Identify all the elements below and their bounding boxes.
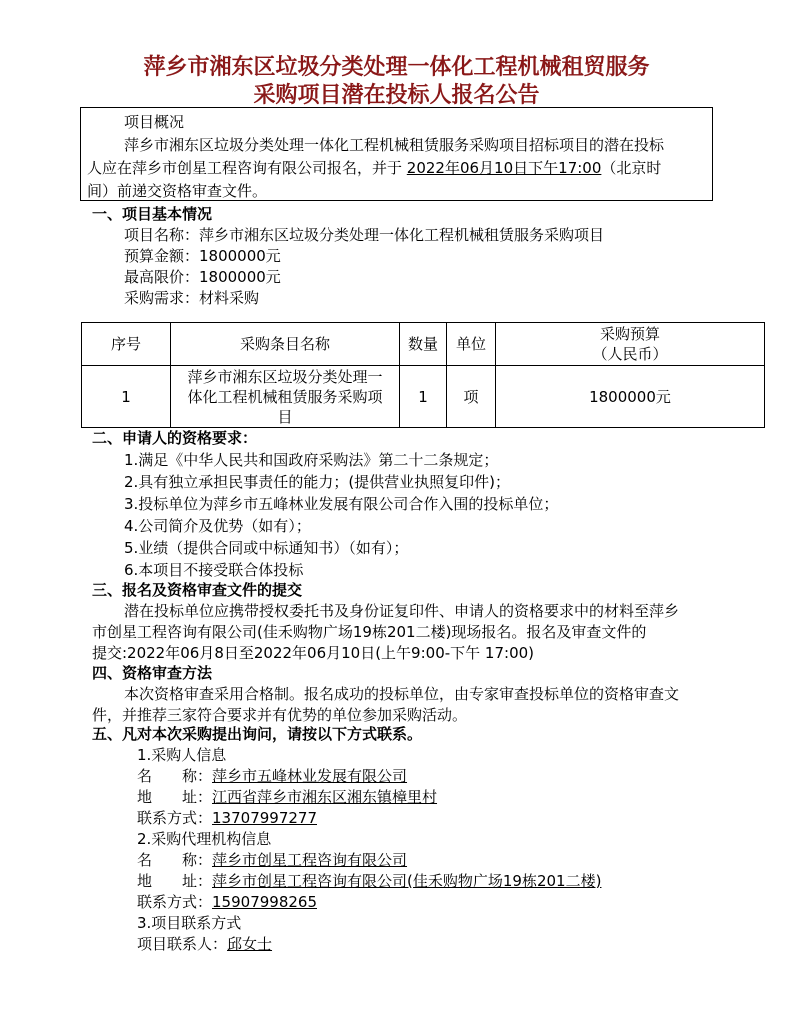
procurement-items-table [81,322,765,428]
overview-heading: 项目概况 [124,113,185,131]
overview-text-line3: 间）前递交资格审查文件。 [87,182,268,200]
table-header-row [82,323,765,366]
project-contact-name: 邱女士 [227,935,273,953]
section4-heading: 四、资格审查方法 [92,664,213,682]
agency-name: 萍乡市创星工程咨询有限公司 [212,851,408,869]
qualification-item: 5.业绩（提供合同或中标通知书）（如有）； [124,539,409,557]
budget-amount: 预算金额：1800000元 [124,247,281,265]
submission-line2: 市创星工程咨询有限公司(佳禾购物广场19栋201二楼)现场报名。报名及审查文件的 [92,623,647,641]
purchaser-phone-row: 联系方式：13707997277 [137,809,317,827]
project-name: 项目名称：萍乡市湘东区垃圾分类处理一体化工程机械租赁服务采购项目 [124,226,605,244]
purchaser-name-row: 名 称：萍乡市五峰林业发展有限公司 [137,767,408,785]
header-no: 序号 [82,323,171,366]
row-qty: 1 [400,366,447,428]
section1-heading: 一、项目基本情况 [92,205,213,223]
header-qty: 数量 [400,323,447,366]
project-contact-row: 项目联系人：邱女士 [137,935,273,953]
purchaser-name: 萍乡市五峰林业发展有限公司 [212,767,408,785]
qualification-item: 3.投标单位为萍乡市五峰林业发展有限公司合作入围的投标单位； [124,495,559,513]
purchaser-address: 江西省萍乡市湘东区湘东镇樟里村 [212,788,438,806]
header-unit: 单位 [447,323,496,366]
section5-heading: 五、凡对本次采购提出询问，请按以下方式联系。 [92,725,423,743]
max-price: 最高限价：1800000元 [124,268,281,286]
notice-title-line2: 采购项目潜在投标人报名公告 [253,82,540,108]
section3-heading: 三、报名及资格审查文件的提交 [92,581,303,599]
purchaser-heading: 1.采购人信息 [137,746,227,764]
agency-address-row: 地 址：萍乡市创星工程咨询有限公司(佳禾购物广场19栋201二楼) [137,872,602,890]
row-no: 1 [82,366,171,428]
row-budget: 1800000元 [496,366,765,428]
qualification-item: 6.本项目不接受联合体投标 [124,561,304,579]
row-unit: 项 [447,366,496,428]
overview-deadline: 2022年06月10日下午17:00 [406,159,602,177]
submission-line3: 提交:2022年06月8日至2022年06月10日(上午9:00-下午 17:00) [92,644,535,662]
purchaser-address-row: 地 址：江西省萍乡市湘东区湘东镇樟里村 [137,788,438,806]
header-item-name: 采购条目名称 [171,323,400,366]
overview-text-line2: 人应在萍乡市创星工程咨询有限公司报名，并于 2022年06月10日下午17:00（北京时 [87,159,662,177]
qualification-item: 2.具有独立承担民事责任的能力；(提供营业执照复印件)； [124,473,511,491]
agency-phone-row: 联系方式：15907998265 [137,893,317,911]
agency-address: 萍乡市创星工程咨询有限公司(佳禾购物广场19栋201二楼) [212,872,602,890]
agency-heading: 2.采购代理机构信息 [137,830,272,848]
qualification-item: 4.公司简介及优势（如有）； [124,517,311,535]
header-budget: 采购预算 （人民币） [496,323,765,366]
review-method-line2: 件，并推荐三家符合要求并有优势的单位参加采购活动。 [92,706,468,724]
overview-text-line1: 萍乡市湘东区垃圾分类处理一体化工程机械租赁服务采购项目招标项目的潜在投标 [124,136,665,154]
table-row [82,366,765,428]
purchaser-phone: 13707997277 [212,809,317,827]
notice-title-line1: 萍乡市湘东区垃圾分类处理一体化工程机械租贸服务 [143,54,650,80]
agency-name-row: 名 称：萍乡市创星工程咨询有限公司 [137,851,408,869]
procurement-demand: 采购需求：材料采购 [124,289,260,307]
row-item-name: 萍乡市湘东区垃圾分类处理一 体化工程机械租赁服务采购项 目 [171,366,400,428]
review-method-line1: 本次资格审查采用合格制。报名成功的投标单位，由专家审查投标单位的资格审查文 [124,685,680,703]
agency-phone: 15907998265 [212,893,317,911]
qualification-item: 1.满足《中华人民共和国政府采购法》第二十二条规定； [124,451,499,469]
submission-line1: 潜在投标单位应携带授权委托书及身份证复印件、申请人的资格要求中的材料至萍乡 [124,602,680,620]
section2-heading: 二、申请人的资格要求： [92,429,258,447]
project-contact-heading: 3.项目联系方式 [137,914,242,932]
